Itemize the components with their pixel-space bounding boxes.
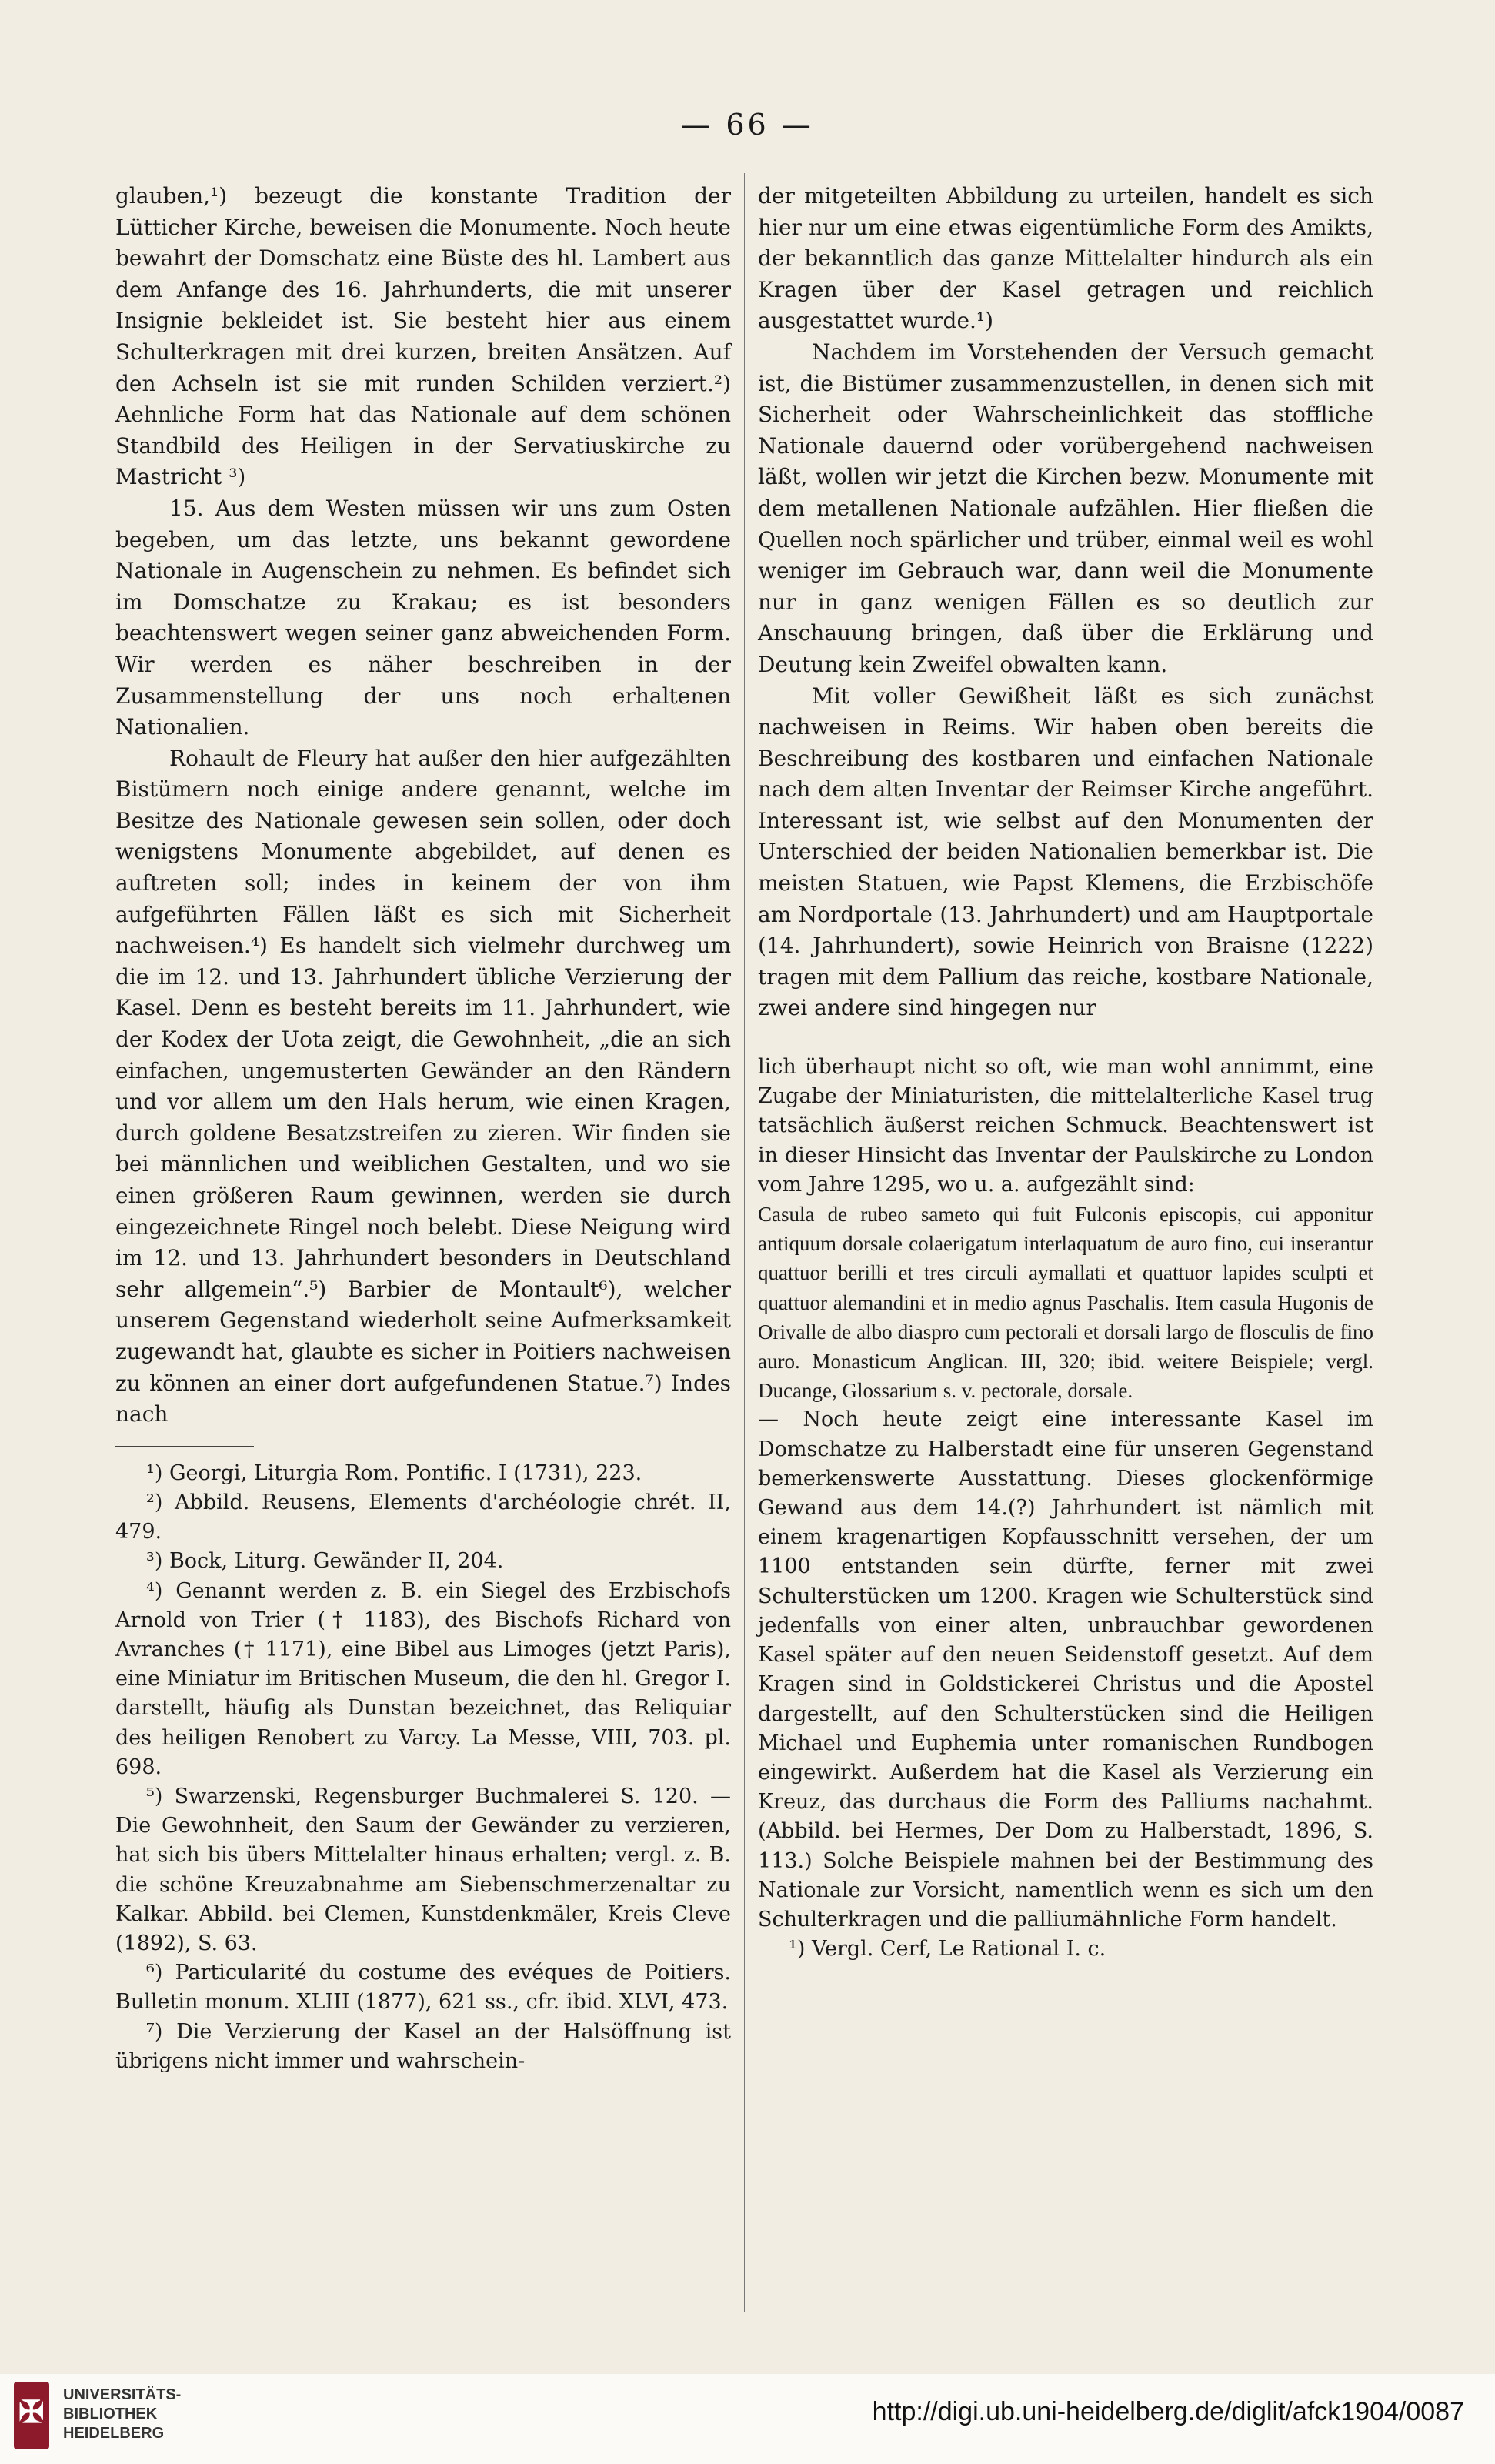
left-column <box>115 181 731 2076</box>
footnote-7-rest: — Noch heute zeigt eine interessante Kasel im Domschatze zu Halberstadt eine für unseren Gegenstand bemerkenswerte Ausstattung. Dieses glockenförmige Gewand aus dem 14.(?) Jahrhundert ist nämlich mit einem kragenartigen Kopfausschnitt versehen, der um 1100 entstanden sein dürfte, ferner mit zwei Schulterstücken um 1200. Kragen wie Schulterstück sind jedenfalls von einer alten, unbrauchbar gewordenen Kasel später auf den neuen Seidenstoff gesetzt. Auf dem Kragen sind in Goldstickerei Christus und die Apostel dargestellt, auf den Schulterstücken sind die Heiligen Michael und Euphemia unter romanischen Rundbogen eingewirkt. Außerdem hat die Kasel als Verzierung ein Kreuz, das durchaus die Form des Palliums nachahmt. (Abbild. bei Hermes, Der Dom zu Halberstadt, 1896, S. 113.) Solche Beispiele mahnen bei der Bestimmung des Nationale zur Vorsicht, namentlich wenn es sich um den Schulterkragen und die palliumähnliche Form handelt. <box>758 1407 1373 1931</box>
library-name-line-3: HEIDELBERG <box>63 2425 165 2442</box>
footnote-6: ⁶) Particularité du costume des evéques de Poitiers. Bulletin monum. XLIII (1877), 621 ss., cfr. ibid. XLVI, 473. <box>115 1961 731 2015</box>
footnote-5: ⁵) Swarzenski, Regensburger Buchmalerei S. 120. — Die Gewohnheit, den Saum der Gewänder zu verzieren, hat sich bis übers Mittelalter hinaus erhalten; vergl. z. B. die schöne Kreuzabnahme am Siebenschmerzenaltar zu Kalkar. Abbild. bei Clemen, Kunstdenkmäler, Kreis Cleve (1892), S. 63. <box>115 1784 731 1955</box>
footnote-3: ³) Bock, Liturg. Gewänder II, 204. <box>146 1549 504 1574</box>
library-name <box>63 2386 181 2443</box>
footnote-1: ¹) Georgi, Liturgia Rom. Pontific. I (1731), 223. <box>146 1461 642 1485</box>
source-url[interactable]: http://digi.ub.uni-heidelberg.de/diglit/afck1904/0087 <box>872 2397 1464 2426</box>
left-paragraph-3: Rohault de Fleury hat außer den hier aufgezählten Bistümern noch einige andere genannt, welche im Besitze des Nationale gewesen sein sollen, oder doch wenigstens Monumente abgebildet, auf denen es auftreten soll; indes in keinem der von ihm aufgeführten Fällen läßt es sich mit Sicherheit nachweisen.⁴) Es handelt sich vielmehr durchweg um die im 12. und 13. Jahrhundert übliche Verzierung der Kasel. Denn es besteht bereits im 11. Jahrhundert, wie der Kodex der Uota zeigt, die Gewohnheit, „die an sich einfachen, ungemusterten Gewänder an den Rändern und vor allem um den Hals herum, wie einen Kragen, durch goldene Besatzstreifen zu zieren. Wir finden sie bei männlichen und weiblichen Gestalten, und wo sie einen größeren Raum gewinnen, werden sie durch eingezeichnete Ringel noch belebt. Diese Neigung wird im 12. und 13. Jahrhundert besonders in Deutschland sehr allgemein“.⁵) Barbier de Montault⁶), welcher unserem Gegenstand wiederholt seine Aufmerksamkeit zugewandt hat, glaubte es sicher in Poitiers nachweisen zu können an einer dort aufgefundenen Statue.⁷) Indes nach <box>115 745 731 1427</box>
column-rule <box>744 173 745 2312</box>
library-name-line-2: BIBLIOTHEK <box>63 2406 158 2422</box>
footnote-separator <box>115 1446 254 1447</box>
logo-glyph-icon: ✠ <box>18 2396 45 2429</box>
latin-quote: Casula de rubeo sameto qui fuit Fulconis episcopis, cui apponitur antiquum dorsale colaerigatum interlaquatum de auro fino, cui inserantur quattuor berilli et tres circuli aymallati et quattuor lapides sculpti et quattuor alemandini et in medio agnus Paschalis. Item casula Hugonis de Orivalle de albo diaspro cum pectorali et dorsali largo de flosculis de fino auro. Monasticum Anglican. III, 320; ibid. weitere Beispiele; vergl. Ducange, Glossarium s. v. pectorale, dorsale. <box>758 1203 1373 1403</box>
footnote-2: ²) Abbild. Reusens, Elements d'archéologie chrét. II, 479. <box>115 1490 731 1544</box>
right-paragraph-2: Nachdem im Vorstehenden der Versuch gemacht ist, die Bistümer zusammenzustellen, in denen sich mit Sicherheit oder Wahrscheinlichkeit das stoffliche Nationale dauernd oder vorübergehend nachweisen läßt, wollen wir jetzt die Kirchen bezw. Monumente mit dem metallenen Nationale aufzählen. Hier fließen die Quellen noch spärlicher und trüber, einmal weil es wohl weniger im Gebrauch war, dann weil die Monumente nur in ganz wenigen Fällen es so deutlich zur Anschauung bringen, daß über die Erklärung und Deutung kein Zweifel obwalten kann. <box>758 339 1373 677</box>
left-footnotes <box>115 1459 731 2076</box>
footnote-4: ⁴) Genannt werden z. B. ein Siegel des Erzbischofs Arnold von Trier († 1183), des Bischofs Richard von Avranches († 1171), eine Bibel aus Limoges (jetzt Paris), eine Miniatur im Britischen Museum, die den hl. Gregor I. darstellt, häufig als Dunstan bezeichnet, das Reliquiar des heiligen Renobert zu Varcy. La Messe, VIII, 703. pl. 698. <box>115 1578 731 1779</box>
right-footnotes <box>758 1053 1373 1964</box>
footnote-right-1: ¹) Vergl. Cerf, Le Rational I. c. <box>789 1937 1106 1962</box>
page-number: — 66 — <box>681 108 814 142</box>
right-paragraph-3: Mit voller Gewißheit läßt es sich zunächst nachweisen in Reims. Wir haben oben bereits die Beschreibung des kostbaren und einfachen Nationale nach dem alten Inventar der Reimser Kirche angeführt. Interessant ist, wie selbst auf den Monumenten der Unterschied der beiden Nationalien bemerkbar ist. Die meisten Statuen, wie Papst Klemens, die Erzbischöfe am Nordportale (13. Jahrhundert) und am Hauptportale (14. Jahrhundert), sowie Heinrich von Braisne (1222) tragen mit dem Pallium das reiche, kostbare Nationale, zwei andere sind hingegen nur <box>758 683 1373 1021</box>
library-name-line-1: UNIVERSITÄTS- <box>63 2386 182 2403</box>
left-paragraph-2: 15. Aus dem Westen müssen wir uns zum Osten begeben, um das letzte, uns bekannt gewordene Nationale in Augenschein zu nehmen. Es befindet sich im Domschatze zu Krakau; es ist besonders beachtenswert wegen seiner ganz abweichenden Form. Wir werden es näher beschreiben in der Zusammenstellung der uns noch erhaltenen Nationalien. <box>115 495 731 740</box>
right-column <box>758 181 1373 1964</box>
left-paragraph-1: glauben,¹) bezeugt die konstante Tradition der Lütticher Kirche, beweisen die Monumente. Noch heute bewahrt der Domschatz eine Büste des hl. Lambert aus dem Anfange des 16. Jahrhunderts, die mit unserer Insignie bekleidet ist. Sie besteht hier aus einem Schulterkragen mit drei kurzen, breiten Ansätzen. Auf den Achseln ist sie mit runden Schilden verziert.²) Aehnliche Form hat das Nationale auf dem schönen Standbild des Heiligen in der Servatiuskirche zu Mastricht ³) <box>115 183 731 490</box>
right-paragraph-1: der mitgeteilten Abbildung zu urteilen, handelt es sich hier nur um eine etwas eigentümliche Form des Amikts, der bekanntlich das ganze Mittelalter hindurch als ein Kragen über der Kasel getragen und reichlich ausgestattet wurde.¹) <box>758 183 1373 334</box>
footnote-7-continued: lich überhaupt nicht so oft, wie man wohl annimmt, eine Zugabe der Miniaturisten, die mittelalterliche Kasel trug tatsächlich äußerst reichen Schmuck. Beachtenswert ist in dieser Hinsicht das Inventar der Paulskirche zu London vom Jahre 1295, wo u. a. aufgezählt sind: <box>758 1055 1373 1197</box>
footnote-7: ⁷) Die Verzierung der Kasel an der Halsöffnung ist übrigens nicht immer und wahrschein- <box>115 2019 731 2073</box>
